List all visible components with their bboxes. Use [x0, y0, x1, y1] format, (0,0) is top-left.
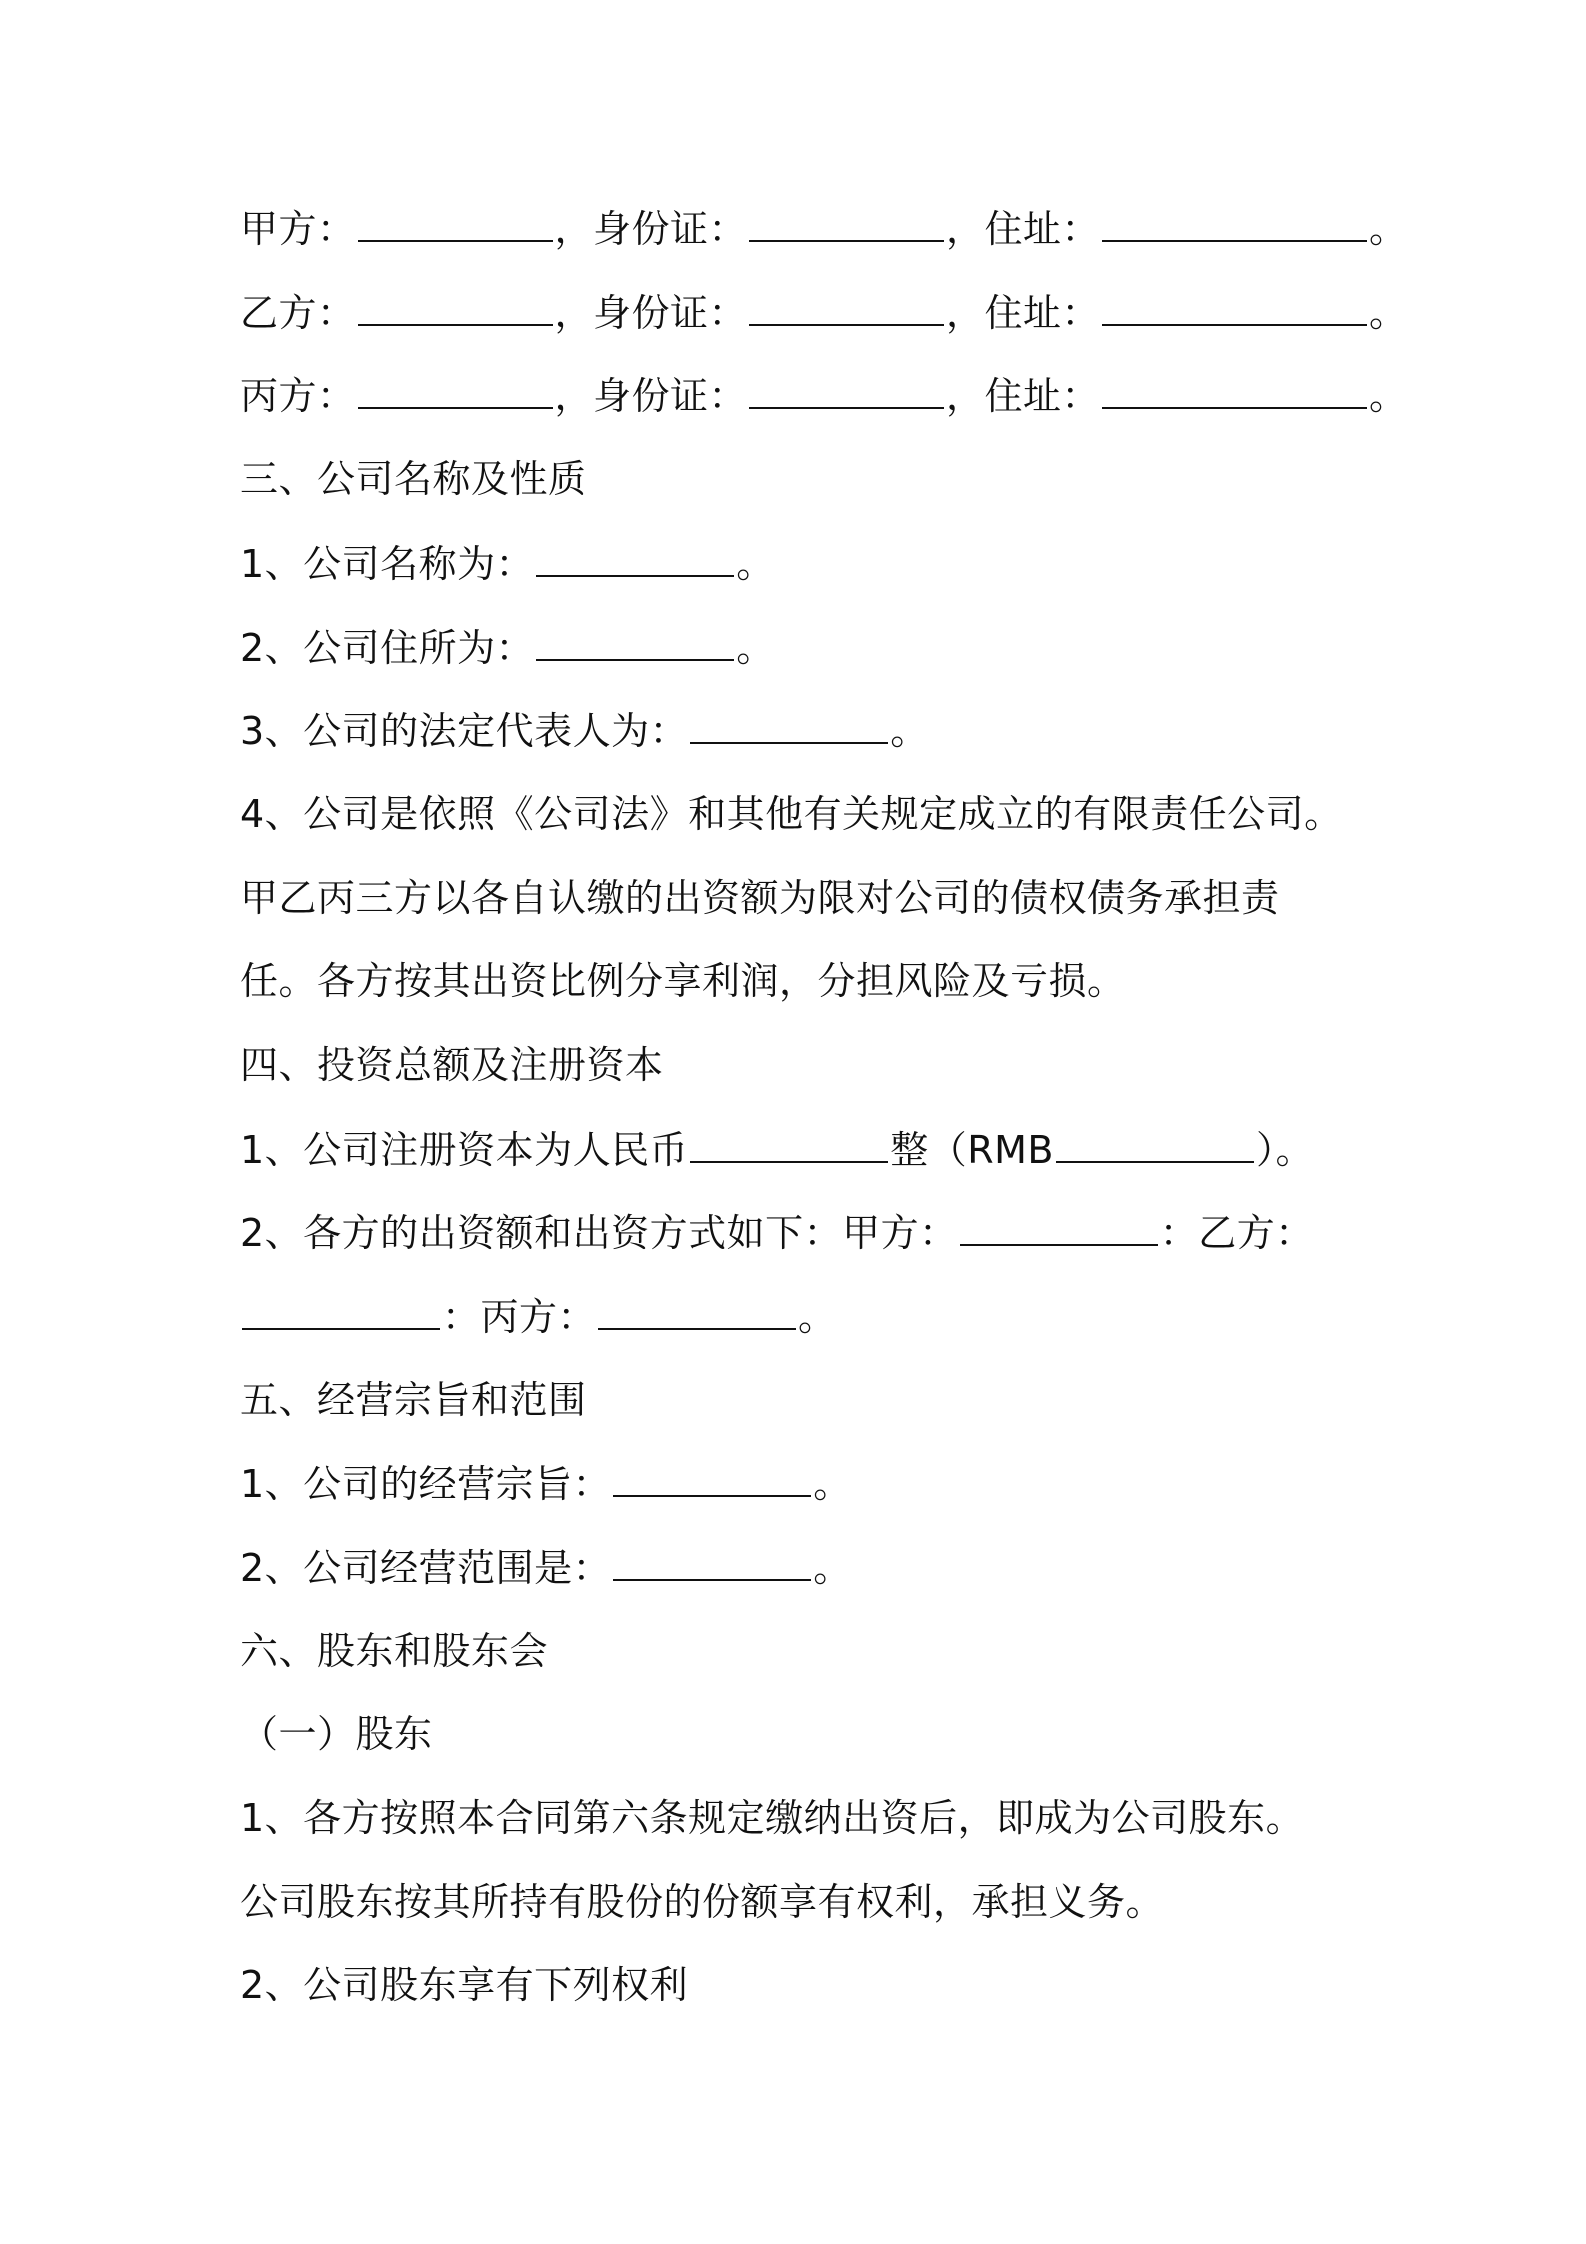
party-a-label: 甲方：	[240, 207, 356, 251]
section-4-item-1	[240, 1123, 1420, 1175]
section-6-item-1-line-2: 公司股东按其所持有股份的份额享有权利，承担义务。	[240, 1880, 1165, 1924]
company-name-label: 1、公司名称为：	[240, 542, 535, 586]
section-4-item-2-line-2	[240, 1290, 1420, 1342]
party-a-name-blank	[358, 202, 553, 242]
party-a-id-blank	[749, 202, 944, 242]
party-c-label: 丙方：	[240, 374, 356, 418]
legal-rep-end: 。	[890, 709, 929, 753]
section-3-item-2	[240, 621, 1420, 673]
business-scope-end: 。	[813, 1546, 852, 1590]
section-4-item-2-line-1	[240, 1206, 1420, 1258]
business-purpose-end: 。	[813, 1462, 852, 1506]
section-3-item-4-line-1: 4、公司是依照《公司法》和其他有关规定成立的有限责任公司。	[240, 792, 1343, 836]
business-purpose-blank	[613, 1457, 811, 1497]
contribution-label: 2、各方的出资额和出资方式如下：甲方：	[240, 1211, 958, 1255]
party-b-line	[240, 286, 1420, 338]
party-a-address-blank	[1102, 202, 1367, 242]
section-5-item-1	[240, 1457, 1420, 1509]
section-3-item-4-line-3: 任。各方按其出资比例分享利润，分担风险及亏损。	[240, 959, 1126, 1003]
registered-capital-rmb-blank	[1056, 1123, 1254, 1163]
section-5-title: 五、经营宗旨和范围	[240, 1378, 587, 1422]
registered-capital-mid: 整（RMB	[890, 1128, 1054, 1172]
company-address-blank	[536, 621, 734, 661]
business-scope-label: 2、公司经营范围是：	[240, 1546, 612, 1590]
section-6-item-1-line-1: 1、各方按照本合同第六条规定缴纳出资后，即成为公司股东。	[240, 1796, 1305, 1840]
business-purpose-label: 1、公司的经营宗旨：	[240, 1462, 612, 1506]
contribution-party-b-label: ：乙方：	[1159, 1211, 1314, 1255]
party-c-name-blank	[358, 369, 553, 409]
section-4-title: 四、投资总额及注册资本	[240, 1043, 664, 1087]
party-b-address-label: ，住址：	[946, 291, 1101, 335]
party-a-id-label: ，身份证：	[554, 207, 748, 251]
party-b-id-blank	[749, 286, 944, 326]
section-6-subsection-1: （一）股东	[240, 1712, 433, 1756]
party-a-end: 。	[1369, 207, 1408, 251]
contribution-party-b-blank	[242, 1290, 440, 1330]
party-a-line	[240, 202, 1420, 254]
company-address-label: 2、公司住所为：	[240, 626, 535, 670]
section-3-item-1	[240, 537, 1420, 589]
section-3-item-3	[240, 704, 1420, 756]
registered-capital-end: ）。	[1255, 1128, 1314, 1172]
section-6-item-2: 2、公司股东享有下列权利	[240, 1963, 689, 2007]
section-3-title: 三、公司名称及性质	[240, 457, 587, 501]
section-6-title: 六、股东和股东会	[240, 1629, 549, 1673]
party-b-label: 乙方：	[240, 291, 356, 335]
party-b-id-label: ，身份证：	[554, 291, 748, 335]
party-b-name-blank	[358, 286, 553, 326]
party-c-id-blank	[749, 369, 944, 409]
section-5-item-2	[240, 1541, 1420, 1593]
party-c-address-label: ，住址：	[946, 374, 1101, 418]
business-scope-blank	[613, 1541, 811, 1581]
party-b-end: 。	[1369, 291, 1408, 335]
contribution-end: 。	[798, 1295, 837, 1339]
party-c-end: 。	[1369, 374, 1408, 418]
contribution-party-c-label: ：丙方：	[442, 1295, 597, 1339]
party-c-address-blank	[1102, 369, 1367, 409]
contribution-party-c-blank	[598, 1290, 796, 1330]
party-c-line	[240, 369, 1420, 421]
section-3-item-4-line-2: 甲乙丙三方以各自认缴的出资额为限对公司的债权债务承担责	[240, 876, 1280, 920]
company-name-end: 。	[736, 542, 775, 586]
party-a-address-label: ，住址：	[946, 207, 1101, 251]
company-address-end: 。	[736, 626, 775, 670]
legal-rep-label: 3、公司的法定代表人为：	[240, 709, 689, 753]
party-b-address-blank	[1102, 286, 1367, 326]
registered-capital-label: 1、公司注册资本为人民币	[240, 1128, 689, 1172]
company-name-blank	[536, 537, 734, 577]
contribution-party-a-blank	[960, 1206, 1158, 1246]
legal-rep-blank	[690, 704, 888, 744]
party-c-id-label: ，身份证：	[554, 374, 748, 418]
registered-capital-cny-blank	[690, 1123, 888, 1163]
